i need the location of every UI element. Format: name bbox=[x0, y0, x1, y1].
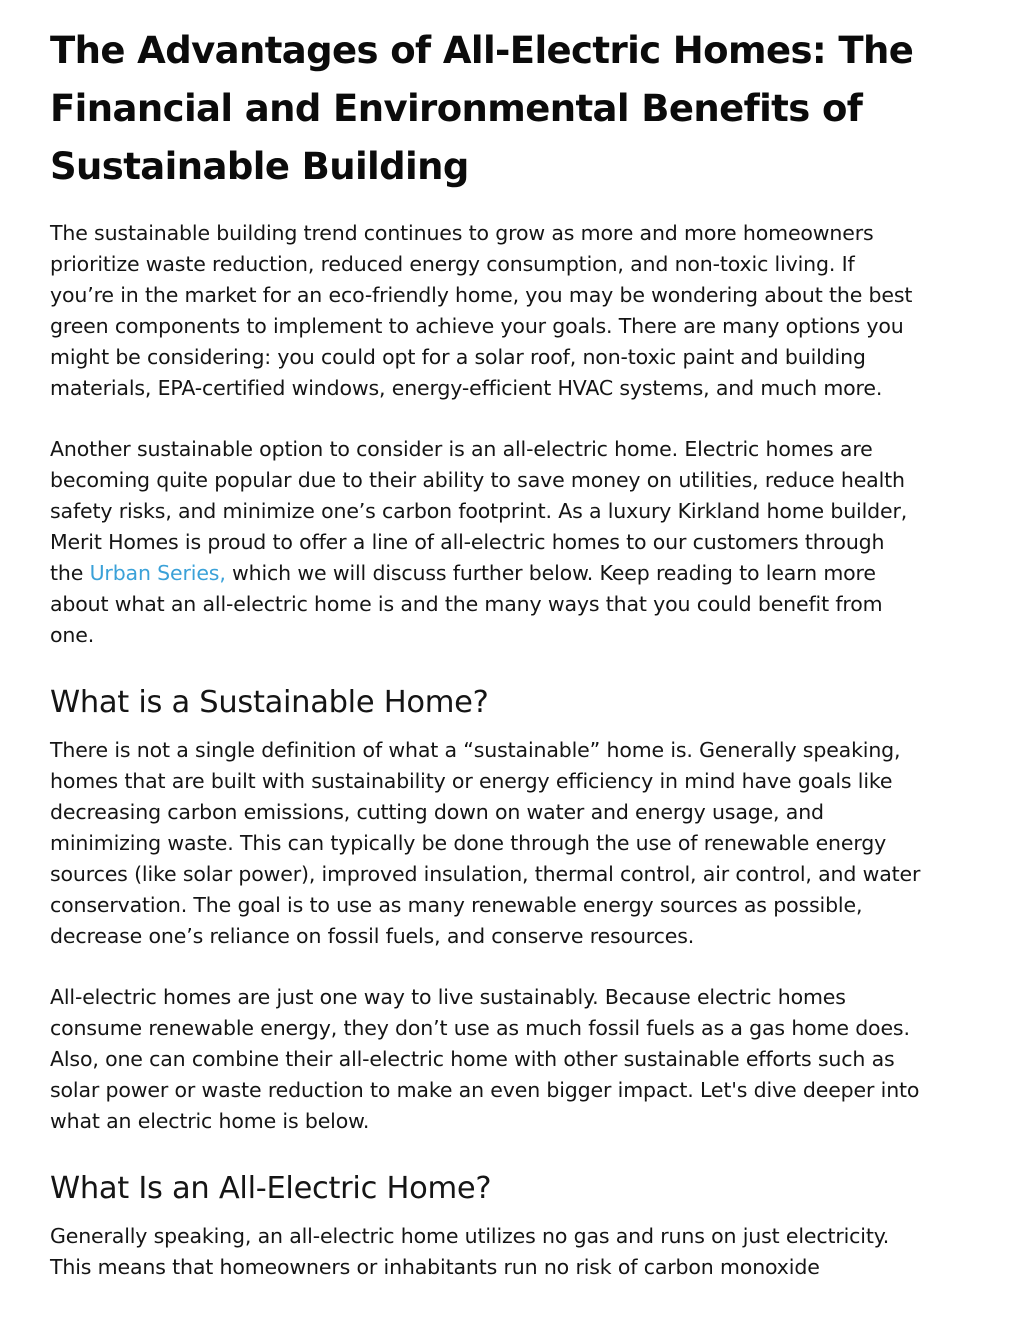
spacer bbox=[50, 723, 990, 735]
urban-series-link[interactable]: Urban Series, bbox=[89, 561, 226, 585]
spacer bbox=[50, 651, 990, 683]
article-title: The Advantages of All-Electric Homes: The Financial and Environmental Benefits of Sustainable Building bbox=[50, 29, 914, 188]
intro-paragraph-2 bbox=[50, 434, 990, 651]
section-heading-sustainable-home: What is a Sustainable Home? bbox=[50, 685, 489, 720]
all-electric-home-paragraph-1: Generally speaking, an all-electric home utilizes no gas and runs on just electricity. This means that homeowners or inhabitants run no risk of carbon monoxide bbox=[50, 1224, 890, 1279]
intro-paragraph-1: The sustainable building trend continues to grow as more and more homeowners prioritize waste reduction, reduced energy consumption, and non-toxic living. If you’re in the market for an eco-friendly home, you may be wondering about the best green components to implement to achieve your goals. There are many options you might be considering: you could opt for a solar roof, non-toxic paint and building materials, EPA-certified windows, energy-efficient HVAC systems, and much more. bbox=[50, 221, 913, 400]
spacer bbox=[50, 196, 990, 218]
intro-paragraph-2-text-after: which we will discuss further below. Keep reading to learn more about what an all-electric home is and the many ways that you could benefit from one. bbox=[50, 561, 883, 647]
spacer bbox=[50, 952, 990, 982]
sustainable-home-paragraph-1: There is not a single definition of what a “sustainable” home is. Generally speaking, homes that are built with sustainability or energy efficiency in mind have goals like decreasing carbon emissions, cutting down on water and energy usage, and minimizing waste. This can typically be done through the use of renewable energy sources (like solar power), improved insulation, thermal control, air control, and water conservation. The goal is to use as many renewable energy sources as possible, decrease one’s reliance on fossil fuels, and conserve resources. bbox=[50, 738, 921, 948]
sustainable-home-paragraph-2: All-electric homes are just one way to live sustainably. Because electric homes consume renewable energy, they don’t use as much fossil fuels as a gas home does. Also, one can combine their all-electric home with other sustainable efforts such as solar power or waste reduction to make an even bigger impact. Let's dive deeper into what an electric home is below. bbox=[50, 985, 920, 1133]
section-heading-all-electric-home: What Is an All-Electric Home? bbox=[50, 1171, 492, 1206]
spacer bbox=[50, 404, 990, 434]
spacer bbox=[50, 1137, 990, 1169]
intro-paragraph-2-text-before: Another sustainable option to consider is an all-electric home. Electric homes are becoming quite popular due to their ability to save money on utilities, reduce health safety risks, and minimize one’s carbon footprint. As a luxury Kirkland home builder, Merit Homes is proud to offer a line of all-electric homes to our customers through the bbox=[50, 437, 908, 585]
article bbox=[50, 22, 990, 1283]
spacer bbox=[50, 1209, 990, 1221]
